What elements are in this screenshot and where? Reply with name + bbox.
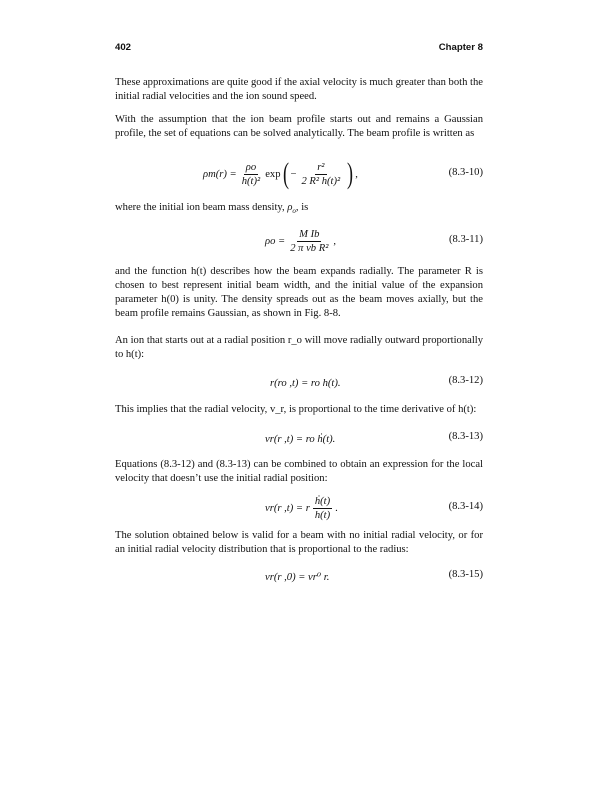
left-paren: ( — [282, 157, 289, 190]
eq-lhs: vr(r ,t) = r — [265, 502, 310, 514]
equation-8-3-10: ρm(r) = $\frac{\rho o}{\text{h(t)²}}$ exp ( − $\frac{\text{r²}}{\text{2 R² h(t)²}}$ ) , (8.3-10) — [203, 157, 483, 190]
denominator: 2 π vb R² — [290, 242, 329, 254]
equation-number: (8.3-14) — [448, 501, 483, 513]
denominator: 2 R² h(t)² — [301, 175, 341, 187]
exp-function: exp — [265, 168, 281, 180]
eq-lhs: ρm(r) = — [203, 168, 237, 180]
paragraph: The solution obtained below is valid for a beam with no initial radial velocity, or for an initial radial velocity distribution that is proportional to the radius: — [115, 530, 483, 556]
right-paren: ) — [347, 157, 354, 190]
equation-body: vr(r ,t) = ro ḣ(t). — [265, 433, 336, 445]
equation-number: (8.3-10) — [448, 167, 483, 178]
text-column — [115, 76, 483, 585]
fraction — [288, 229, 330, 254]
paragraph: This implies that the radial velocity, v_r, is proportional to the time derivative of h(t): — [115, 404, 477, 416]
paragraph: An ion that starts out at a radial position r_o will move radially outward proportionally to h(t): — [115, 335, 483, 361]
numerator: ḣ(t) — [314, 495, 331, 507]
fraction — [313, 496, 332, 521]
equation-8-3-12 — [115, 375, 483, 391]
paragraph: and the function h(t) describes how the beam expands radially. The parameter R is chosen to best represent initial beam width, and the initial value of the expansion parameter h(0) is unity. The density spreads out as the beam moves axially, but the beam profile remains Gaussian, as shown in Fig. 8-8. — [115, 266, 483, 320]
equation-body: vr(r ,0) = vr⁰ r. — [265, 572, 330, 584]
paragraph: These approximations are quite good if the axial velocity is much greater than both the initial radial velocities and the ion sound speed. — [115, 77, 483, 102]
numerator: r² — [317, 161, 325, 173]
equation-8-3-13 — [115, 431, 483, 447]
denominator: h(t)² — [241, 175, 261, 187]
fraction — [240, 162, 262, 187]
chapter-title: Chapter 8 — [438, 42, 483, 53]
paragraph: where the initial ion beam mass density, $\rho_o$, is — [115, 202, 309, 216]
equation-8-3-11: ρo = $\frac{\text{M Ib}}{\text{2 π vb R²}}$ , (8.3-11) — [265, 228, 483, 254]
page-number: 402 — [115, 42, 132, 53]
equation-body: r(ro ,t) = ro h(t). — [270, 377, 341, 389]
numerator: ρo — [245, 161, 257, 173]
equation-number: (8.3-15) — [448, 569, 483, 581]
paragraph: Equations (8.3-12) and (8.3-13) can be combined to obtain an expression for the local velocity that doesn’t use the initial radial position: — [115, 459, 483, 485]
eq-lhs: ρo = — [265, 235, 286, 247]
equation-number: (8.3-11) — [448, 234, 483, 246]
numerator: M Ib — [299, 228, 320, 240]
equation-8-3-15 — [115, 569, 483, 585]
equation-number: (8.3-13) — [448, 431, 483, 443]
fraction — [299, 162, 342, 187]
paragraph: With the assumption that the ion beam profile starts out and remains a Gaussian profile, the set of equations can be solved analytically. The beam profile is written as — [115, 114, 483, 139]
equation-number: (8.3-12) — [448, 375, 483, 387]
denominator: h(t) — [314, 509, 331, 521]
equation-8-3-14: vr(r ,t) = r $\frac{\text{ḣ(t)}}{h(t)}$ . (8.3-14) — [265, 495, 483, 521]
